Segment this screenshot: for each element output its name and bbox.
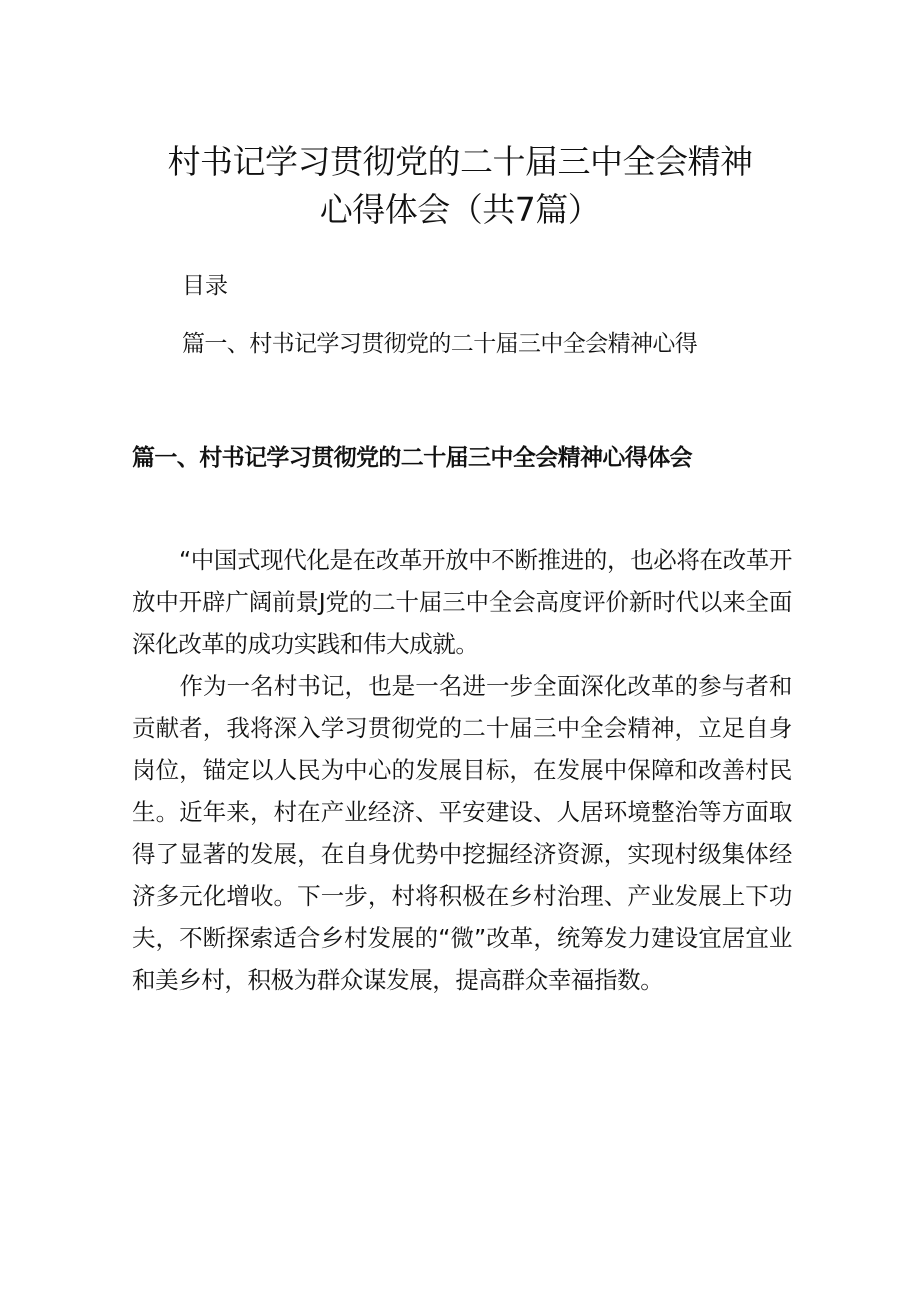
body-paragraph <box>132 539 792 665</box>
document-title-line-2: 心得体会（共7篇） <box>319 190 601 229</box>
body-paragraph <box>132 665 792 1001</box>
toc-heading: 目录 <box>182 273 228 299</box>
paragraph-text: 作为一名村书记，也是一名进一步全面深化改革的参与者和贡献者，我将深入学习贯彻党的二十届三中全会精神，立足自身岗位，锚定以人民为中心的发展目标，在发展中保障和改善村民生。近年来，村在产业经济、平安建设、人居环境整治等方面取得了显著的发展，在自身优势中挖掘经济资源，实现村级集体经济多元化增收。下一步，村将积极在乡村治理、产业发展上下功夫，不断探索适合乡村发展的“微”改革，统筹发力建设宜居宜业和美乡村，积极为群众谋发展，提高群众幸福指数。 <box>132 672 792 994</box>
document-title-line-1: 村书记学习贯彻党的二十届三中全会精神 <box>167 142 753 181</box>
section-heading: 篇一、村书记学习贯彻党的二十届三中全会精神心得体会 <box>132 445 693 471</box>
paragraph-text: “中国式现代化是在改革开放中不断推进的，也必将在改革开放中开辟广阔前景J党的二十届三中全会高度评价新时代以来全面深化改革的成功实践和伟大成就。 <box>132 546 792 658</box>
toc-item[interactable]: 篇一、村书记学习贯彻党的二十届三中全会精神心得 <box>182 331 698 357</box>
